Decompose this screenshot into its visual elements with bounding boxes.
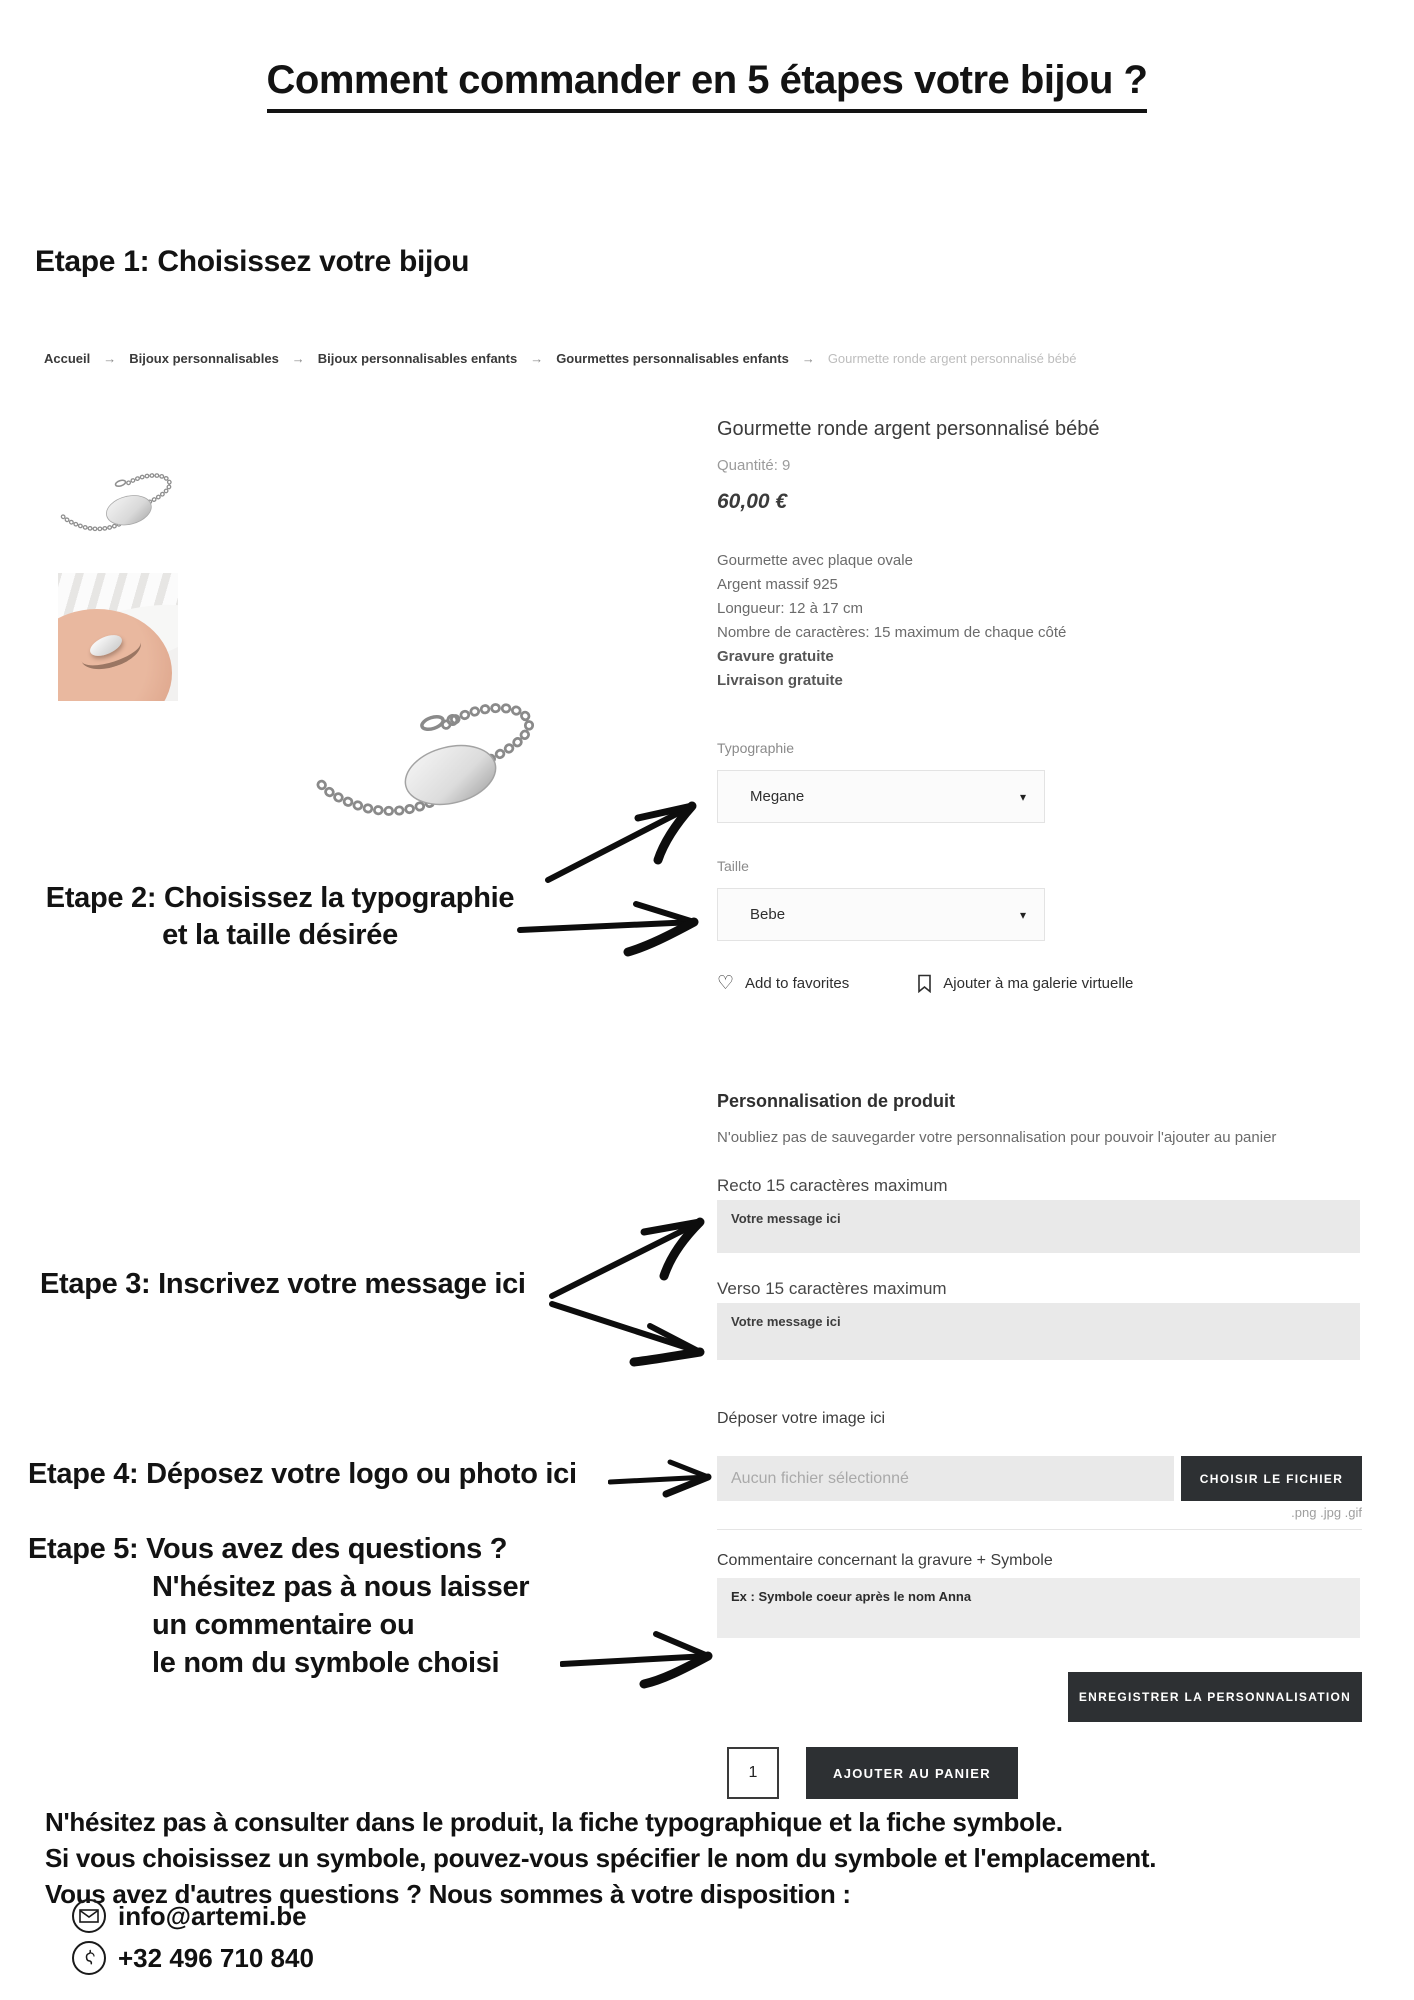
- step1-annotation: Etape 1: Choisissez votre bijou: [35, 245, 470, 278]
- size-label: Taille: [717, 858, 749, 874]
- product-quantity-text: Quantité: 9: [717, 457, 791, 474]
- save-personalization-button[interactable]: ENREGISTRER LA PERSONNALISATION: [1068, 1672, 1362, 1722]
- bookmark-icon: [917, 974, 932, 993]
- contact-email[interactable]: info@artemi.be: [118, 1900, 307, 1931]
- contact-email-row: [72, 1899, 307, 1933]
- size-selected-value: Bebe: [750, 906, 786, 923]
- arrow-icon: [608, 1454, 720, 1504]
- personalization-note: N'oubliez pas de sauvegarder votre personnalisation pour pouvoir l'ajouter au panier: [717, 1129, 1277, 1146]
- arrow-icon: [548, 1206, 712, 1302]
- product-price: 60,00 €: [717, 490, 788, 513]
- personalization-heading: Personnalisation de produit: [717, 1091, 956, 1111]
- choose-file-button[interactable]: CHOISIR LE FICHIER: [1181, 1456, 1362, 1501]
- section-divider: [717, 1529, 1362, 1530]
- add-to-favorites-button[interactable]: [717, 972, 849, 995]
- product-title: Gourmette ronde argent personnalisé bébé: [717, 418, 1100, 440]
- recto-input[interactable]: Votre message ici: [717, 1200, 1360, 1253]
- product-description: [717, 549, 1066, 693]
- product-thumbnail-bracelet[interactable]: [52, 458, 187, 550]
- recto-label: Recto 15 caractères maximum: [717, 1176, 948, 1195]
- size-select[interactable]: [717, 888, 1045, 941]
- description-line: Argent massif 925: [717, 576, 838, 593]
- arrow-icon: [540, 790, 708, 886]
- comment-label: Commentaire concernant la gravure + Symbole: [717, 1552, 1053, 1569]
- description-line-bold: Gravure gratuite: [717, 648, 834, 665]
- verso-label: Verso 15 caractères maximum: [717, 1279, 947, 1298]
- step2-annotation: Etape 2: Choisissez la typographie et la taille désirée: [45, 882, 515, 951]
- file-input[interactable]: Aucun fichier sélectionné: [717, 1456, 1174, 1501]
- envelope-icon: [72, 1899, 106, 1933]
- arrow-icon: [548, 1296, 712, 1374]
- typography-selected-value: Megane: [750, 788, 805, 805]
- favorites-label: Add to favorites: [745, 975, 850, 992]
- product-thumbnail-baby-wrist[interactable]: [58, 573, 178, 701]
- description-line: Longueur: 12 à 17 cm: [717, 600, 863, 617]
- page-title: Comment commander en 5 étapes votre bijou ?: [0, 58, 1414, 113]
- upload-label: Déposer votre image ici: [717, 1410, 886, 1427]
- arrow-icon: [516, 894, 708, 960]
- step5-annotation: Etape 5: Vous avez des questions ? N'hésitez pas à nous laisser un commentaire ou le nom du symbole choisi: [28, 1533, 530, 1679]
- footer-note: N'hésitez pas à consulter dans le produit, la fiche typographique et la fiche symbole. Si vous choisissez un symbole, pouvez-vous spécifier le nom du symbole et l'emplacement. Vous avez d'autres questions ? Nous sommes à votre disposition :: [45, 1807, 1157, 1909]
- add-to-cart-button[interactable]: AJOUTER AU PANIER: [806, 1747, 1018, 1799]
- quantity-input[interactable]: 1: [727, 1747, 779, 1799]
- breadcrumb-link[interactable]: Gourmettes personnalisables enfants: [556, 351, 789, 366]
- favorites-gallery-row: [717, 972, 1133, 995]
- breadcrumb-separator: →: [291, 351, 305, 366]
- bracelet-image-large: [300, 683, 565, 843]
- product-main-image[interactable]: [300, 683, 565, 843]
- comment-input[interactable]: Ex : Symbole coeur après le nom Anna: [717, 1578, 1360, 1638]
- typography-label: Typographie: [717, 740, 795, 756]
- file-types-hint: .png .jpg .gif: [1291, 1505, 1362, 1520]
- breadcrumb-link[interactable]: Bijoux personnalisables enfants: [317, 351, 518, 366]
- add-to-gallery-button[interactable]: [917, 974, 1133, 993]
- breadcrumb: [44, 351, 1076, 366]
- description-line: Nombre de caractères: 15 maximum de chaque côté: [717, 624, 1067, 641]
- breadcrumb-current: Gourmette ronde argent personnalisé bébé: [827, 351, 1077, 366]
- caret-down-icon: ▾: [1019, 789, 1026, 804]
- breadcrumb-link[interactable]: Accueil: [44, 351, 91, 366]
- step3-annotation: Etape 3: Inscrivez votre message ici: [40, 1268, 526, 1300]
- contact-phone[interactable]: +32 496 710 840: [118, 1942, 314, 1973]
- description-line-bold: Livraison gratuite: [717, 672, 843, 689]
- breadcrumb-separator: →: [801, 351, 815, 366]
- arrow-icon: [560, 1624, 722, 1694]
- contact-phone-row: [72, 1941, 314, 1975]
- phone-icon: [72, 1941, 106, 1975]
- breadcrumb-link[interactable]: Bijoux personnalisables: [129, 351, 279, 366]
- caret-down-icon: ▾: [1019, 907, 1026, 922]
- step4-annotation: Etape 4: Déposez votre logo ou photo ici: [28, 1458, 577, 1490]
- verso-input[interactable]: Votre message ici: [717, 1303, 1360, 1360]
- heart-icon: ♡: [717, 973, 735, 994]
- breadcrumb-separator: →: [103, 351, 117, 366]
- gallery-label: Ajouter à ma galerie virtuelle: [943, 975, 1134, 992]
- description-line: Gourmette avec plaque ovale: [717, 552, 913, 569]
- bracelet-image: [52, 458, 187, 550]
- breadcrumb-separator: →: [530, 351, 544, 366]
- typography-select[interactable]: [717, 770, 1045, 823]
